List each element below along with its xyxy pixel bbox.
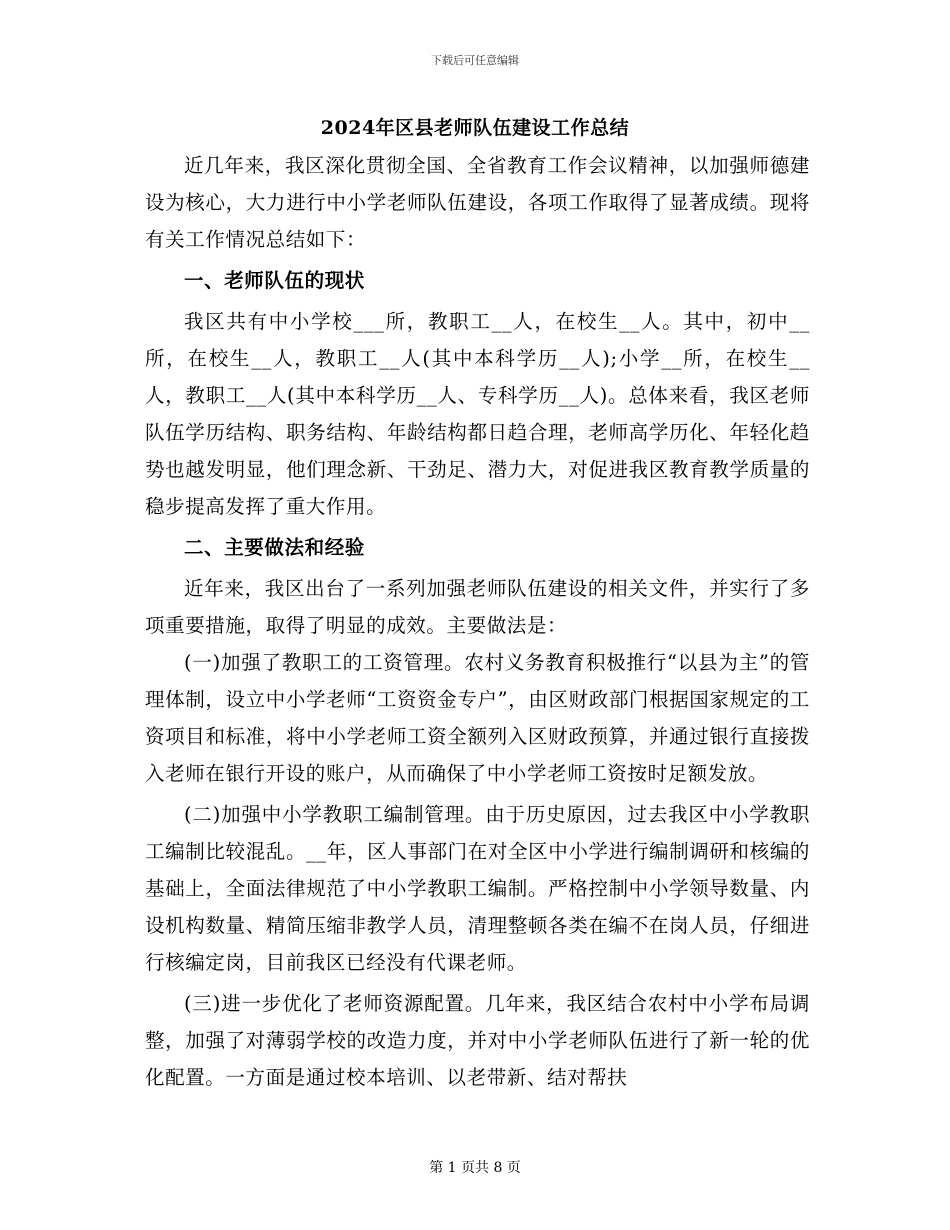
page-header-note: 下载后可任意编辑 <box>431 54 519 67</box>
intro-paragraph: 近几年来，我区深化贯彻全国、全省教育工作会议精神，以加强师德建设为核心，大力进行中小学老师队伍建设，各项工作取得了显著成绩。现将有关工作情况总结如下： <box>145 154 810 251</box>
section-practices-intro: 近年来，我区出台了一系列加强老师队伍建设的相关文件，并实行了多项重要措施，取得了明显的成效。主要做法是： <box>145 577 810 637</box>
section-heading-status: 一、老师队伍的现状 <box>184 269 365 292</box>
document-title: 2024年区县老师队伍建设工作总结 <box>320 117 630 139</box>
section-status-paragraph: 我区共有中小学校___所，教职工__人，在校生__人。其中，初中__所，在校生__人，教职工__人(其中本科学历__人);小学__所，在校生__人，教职工__人(其中本科学历__人、专科学历__人)。总体来看，我区老师队伍学历结构、职务结构、年龄结构都日趋合理，老师高学历化、年轻化趋势也越发明显，他们理念新、干劲足、潜力大，对促进我区教育教学质量的稳步提高发挥了重大作用。 <box>145 310 810 518</box>
practice-item-3: (三)进一步优化了老师资源配置。几年来，我区结合农村中小学布局调整，加强了对薄弱学校的改造力度，并对中小学老师队伍进行了新一轮的优化配置。一方面是通过校本培训、以老带新、结对帮扶 <box>145 992 810 1089</box>
document-body <box>145 147 810 1096</box>
section-heading-practices: 二、主要做法和经验 <box>184 536 365 559</box>
practice-item-2: (二)加强中小学教职工编制管理。由于历史原因，过去我区中小学教职工编制比较混乱。__年，区人事部门在对全区中小学进行编制调研和核编的基础上，全面法律规范了中小学教职工编制。严格控制中小学领导数量、内设机构数量、精简压缩非教学人员，清理整顿各类在编不在岗人员，仔细进行核编定岗，目前我区已经没有代课老师。 <box>145 803 810 974</box>
page-number: 第 1 页共 8 页 <box>429 1160 521 1176</box>
practice-item-1: (一)加强了教职工的工资管理。农村义务教育积极推行“以县为主”的管理体制，设立中小学老师“工资资金专户”，由区财政部门根据国家规定的工资项目和标准，将中小学老师工资全额列入区财政预算，并通过银行直接拨入老师在银行开设的账户，从而确保了中小学老师工资按时足额发放。 <box>145 651 810 785</box>
